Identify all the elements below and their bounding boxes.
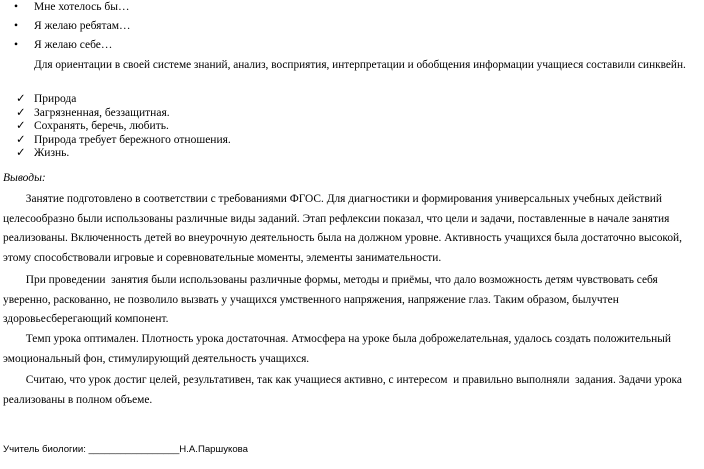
syncwine-text: Природа [34, 93, 77, 105]
check-mark-icon: ✓ [16, 120, 26, 132]
paragraph [3, 330, 697, 369]
syncwine-text: Сохранять, беречь, любить. [34, 120, 169, 132]
check-mark-icon: ✓ [16, 133, 26, 146]
paragraph-line: реализованы в полном объеме. [3, 393, 153, 406]
syncwine-item [16, 147, 231, 161]
syncwine-text: Жизнь. [34, 147, 70, 159]
paragraph [3, 190, 697, 268]
paragraph-line: При проведении занятия были использованы различные формы, методы и приёмы, что дало возможность детям чувствовать себя [3, 274, 658, 286]
syncwine-text: Загрязненная, беззащитная. [34, 106, 170, 119]
paragraph-line: уверенно, раскованно, не позволило вызвать у учащихся умственного напряжения, напряжение глаз. Таким образом, былучтен [3, 293, 619, 306]
bullet-icon: • [14, 1, 19, 13]
paragraph-line: Считаю, что урок достиг целей, результативен, так как учащиеся активно, с интересом и правильно выполняли задания. Задачи урока [3, 374, 682, 386]
syncwine-item [16, 134, 231, 148]
paragraph-line: целесообразно были использованы различные виды заданий. Этап рефлексии показал, что цели и задачи, поставленные в начале занятия [3, 212, 670, 225]
paragraph-line: Темп урока оптимален. Плотность урока достаточная. Атмосфера на уроке была доброжелательная, удалось создать положительный [3, 333, 671, 345]
intro-text: Для ориентации в своей системе знаний, анализ, восприятия, интерпретации и обобщения информации учащиеся составили синквейн. [34, 59, 686, 71]
check-mark-icon: ✓ [16, 93, 26, 105]
syncwine-item [16, 120, 231, 134]
bullet-text: Я желаю ребятам… [34, 20, 131, 32]
paragraph-line: этому способствовали игровые и соревновательные моменты, элементы занимательности. [3, 251, 442, 264]
paragraph-line: здоровьесберегающий компонент. [3, 313, 169, 326]
bullet-item [14, 0, 129, 14]
bullet-item [14, 19, 131, 33]
syncwine-text: Природа требует бережного отношения. [34, 133, 231, 146]
bullet-icon: • [14, 20, 19, 32]
paragraph [3, 271, 697, 330]
bullet-text: Я желаю себе… [34, 39, 113, 51]
syncwine-item [16, 93, 231, 107]
syncwine-list [16, 93, 231, 161]
syncwine-item [16, 107, 231, 121]
check-mark-icon: ✓ [16, 106, 26, 119]
check-mark-icon: ✓ [16, 147, 26, 159]
paragraph-line: эмоциональный фон, стимулирующий деятельность учащихся. [3, 352, 310, 365]
conclusions-heading: Выводы: [3, 172, 46, 184]
bullet-text: Мне хотелось бы… [34, 1, 130, 13]
paragraph-line: Занятие подготовлено в соответствии с требованиями ФГОС. Для диагностики и формирования универсальных учебных действий [3, 193, 662, 205]
paragraph [3, 371, 697, 410]
bullet-item [14, 38, 112, 52]
bullet-icon: • [14, 39, 19, 51]
paragraph-line: реализованы. Включенность детей во внеурочную деятельность была на должном уровне. Активность учащихся была достаточно высокой, [3, 232, 682, 245]
teacher-signature-line: Учитель биологии: _________________Н.А.Паршукова [3, 444, 248, 455]
